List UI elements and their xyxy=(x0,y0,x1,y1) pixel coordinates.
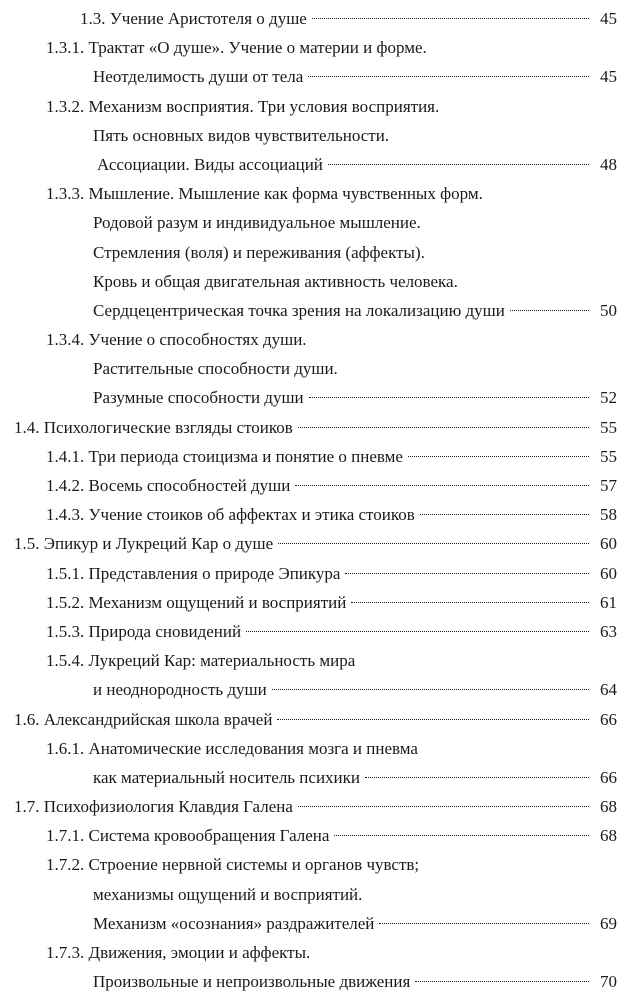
toc-title-line: Пять основных видов чувствительности. xyxy=(93,125,390,145)
toc-entry-1-7[interactable] xyxy=(0,792,628,821)
toc-page-number: 61 xyxy=(600,592,617,612)
toc-entry-1-7-3-last[interactable] xyxy=(0,967,628,996)
toc-entry-1-3[interactable] xyxy=(0,4,628,33)
dot-leader xyxy=(328,164,589,165)
dot-leader xyxy=(408,456,589,457)
toc-number: 1.5.4. xyxy=(46,651,85,671)
toc-title-line: Растительные способности души. xyxy=(93,359,338,379)
toc-page-number: 60 xyxy=(600,563,617,583)
toc-entry-continuation xyxy=(0,238,628,267)
dot-leader xyxy=(272,689,589,690)
toc-page-number: 52 xyxy=(600,388,617,408)
toc-entry-1-7-1[interactable] xyxy=(0,821,628,850)
toc-number: 1.7.2. xyxy=(46,855,85,875)
toc-number: 1.5.1. xyxy=(46,563,85,583)
toc-number: 1.7.3. xyxy=(46,943,85,962)
toc-entry-1-3-3[interactable] xyxy=(0,179,628,208)
toc-number: 1.6.1. xyxy=(46,738,85,758)
toc-entry-1-3-2-last[interactable] xyxy=(0,150,628,179)
toc-entry-1-6-1[interactable] xyxy=(0,734,628,763)
dot-leader xyxy=(298,806,589,807)
toc-entry-1-5-4[interactable] xyxy=(0,646,628,675)
toc-number: 1.4.3. xyxy=(46,505,85,525)
dot-leader xyxy=(312,18,589,19)
toc-entry-1-6[interactable] xyxy=(0,705,628,734)
toc-title: Природа сновидений xyxy=(88,621,242,641)
toc-title: Механизм ощущений и восприятий xyxy=(88,592,347,612)
dot-leader xyxy=(365,777,589,778)
toc-page-number: 50 xyxy=(600,300,617,320)
toc-page-number: 63 xyxy=(600,621,617,641)
toc-page-number: 69 xyxy=(600,913,617,933)
toc-page-number: 68 xyxy=(600,797,617,817)
toc-title-line: Механизм «осознания» раздражителей xyxy=(93,913,375,933)
toc-entry-1-3-4[interactable] xyxy=(0,325,628,354)
toc-title-line: Стремления (воля) и переживания (аффекты). xyxy=(93,242,425,262)
toc-entry-1-3-1[interactable] xyxy=(0,33,628,62)
dot-leader xyxy=(420,514,589,515)
toc-title-line: как материальный носитель психики xyxy=(93,767,360,787)
toc-page-number: 45 xyxy=(600,67,617,87)
toc-entry-1-3-1-last[interactable] xyxy=(0,62,628,91)
toc-title: Эпикур и Лукреций Кар о душе xyxy=(43,534,274,554)
toc-entry-1-7-2-last[interactable] xyxy=(0,909,628,938)
toc-page-number: 66 xyxy=(600,709,617,729)
dot-leader xyxy=(277,719,589,720)
toc-entry-continuation xyxy=(0,354,628,383)
toc-number: 1.4. xyxy=(14,417,40,437)
toc-page-number: 60 xyxy=(600,534,617,554)
toc-title-line: Учение о способностях души. xyxy=(88,330,307,350)
dot-leader xyxy=(415,981,589,982)
toc-entry-1-6-1-last[interactable] xyxy=(0,763,628,792)
toc-entry-1-4[interactable] xyxy=(0,413,628,442)
toc-entry-1-5-2[interactable] xyxy=(0,588,628,617)
toc-title: Восемь способностей души xyxy=(88,476,291,495)
toc-number: 1.3.1. xyxy=(46,38,85,58)
toc-page-number: 58 xyxy=(600,505,617,525)
toc-number: 1.3. xyxy=(80,9,106,28)
toc-title: Три периода стоицизма и понятие о пневме xyxy=(88,446,403,466)
toc-title-line: Трактат «О душе». Учение о материи и форме. xyxy=(88,38,427,58)
toc-entry-1-5-3[interactable] xyxy=(0,617,628,646)
toc-title: Психологические взгляды стоиков xyxy=(43,417,293,437)
toc-title-line: Механизм восприятия. Три условия восприятия. xyxy=(88,96,440,116)
toc-number: 1.4.1. xyxy=(46,446,85,466)
toc-entry-continuation xyxy=(0,880,628,909)
toc-number: 1.6. xyxy=(14,709,40,729)
toc-entry-1-4-2[interactable] xyxy=(0,471,628,500)
dot-leader xyxy=(345,573,589,574)
toc-number: 1.5. xyxy=(14,534,40,554)
toc-title-line: Анатомические исследования мозга и пневма xyxy=(88,738,418,758)
toc-title: Представления о природе Эпикура xyxy=(88,563,341,583)
toc-title-line: Лукреций Кар: материальность мира xyxy=(88,651,356,671)
toc-entry-1-5[interactable] xyxy=(0,529,628,558)
toc-entry-1-4-1[interactable] xyxy=(0,442,628,471)
toc-page-number: 48 xyxy=(600,154,617,174)
dot-leader xyxy=(295,485,589,486)
dot-leader xyxy=(379,923,589,924)
toc-number: 1.7. xyxy=(14,797,40,817)
toc-title-line: Мышление. Мышление как форма чувственных форм. xyxy=(88,184,483,204)
toc-number: 1.5.3. xyxy=(46,621,85,641)
toc-title-line: Произвольные и непроизвольные движения xyxy=(93,972,411,992)
toc-entry-1-3-2[interactable] xyxy=(0,92,628,121)
toc-entry-1-4-3[interactable] xyxy=(0,500,628,529)
toc-entry-continuation xyxy=(0,121,628,150)
dot-leader xyxy=(510,310,589,311)
dot-leader xyxy=(246,631,589,632)
toc-title: Психофизиология Клавдия Галена xyxy=(43,797,293,817)
toc-entry-continuation xyxy=(0,267,628,296)
toc-entry-1-3-4-last[interactable] xyxy=(0,383,628,412)
toc-entry-continuation xyxy=(0,208,628,237)
toc-page-number: 55 xyxy=(600,417,617,437)
toc-title: Учение Аристотеля о душе xyxy=(109,9,307,28)
toc-entry-1-7-2[interactable] xyxy=(0,850,628,879)
toc-page-number: 57 xyxy=(600,476,617,495)
toc-number: 1.3.2. xyxy=(46,96,85,116)
toc-number: 1.3.3. xyxy=(46,184,85,204)
toc-title: Учение стоиков об аффектах и этика стоиков xyxy=(88,505,415,525)
toc-entry-1-5-4-last[interactable] xyxy=(0,675,628,704)
toc-title-line: Кровь и общая двигательная активность человека. xyxy=(93,271,458,291)
dot-leader xyxy=(308,76,589,77)
toc-title-line: Разумные способности души xyxy=(93,388,304,408)
toc-number: 1.5.2. xyxy=(46,592,85,612)
dot-leader xyxy=(334,835,589,836)
toc-page-number: 70 xyxy=(600,972,617,992)
toc-number: 1.4.2. xyxy=(46,476,85,495)
toc-page-number: 45 xyxy=(600,9,617,28)
toc-entry-1-5-1[interactable] xyxy=(0,559,628,588)
dot-leader xyxy=(309,397,589,398)
toc-title: Система кровообращения Галена xyxy=(88,826,330,846)
toc-title-line: Ассоциации. Виды ассоциаций xyxy=(97,154,323,174)
toc-title-line: Неотделимость души от тела xyxy=(93,67,304,87)
toc-entry-1-7-3[interactable] xyxy=(0,938,628,967)
toc-number: 1.7.1. xyxy=(46,826,85,846)
toc-title-line: и неоднородность души xyxy=(93,680,267,700)
toc-page-number: 64 xyxy=(600,680,617,700)
toc-title: Александрийская школа врачей xyxy=(43,709,273,729)
toc-page-number: 55 xyxy=(600,446,617,466)
toc-page-number: 68 xyxy=(600,826,617,846)
toc-entry-1-3-3-last[interactable] xyxy=(0,296,628,325)
toc-number: 1.3.4. xyxy=(46,330,85,350)
toc-title-line: Родовой разум и индивидуальное мышление. xyxy=(93,213,421,233)
toc-title-line: Сердцецентрическая точка зрения на локализацию души xyxy=(93,300,505,320)
toc-title-line: Строение нервной системы и органов чувств; xyxy=(88,855,420,875)
dot-leader xyxy=(278,543,589,544)
dot-leader xyxy=(351,602,589,603)
toc-page-number: 66 xyxy=(600,767,617,787)
toc-title-line: Движения, эмоции и аффекты. xyxy=(88,943,311,962)
toc-title-line: механизмы ощущений и восприятий. xyxy=(93,884,363,904)
dot-leader xyxy=(298,427,589,428)
